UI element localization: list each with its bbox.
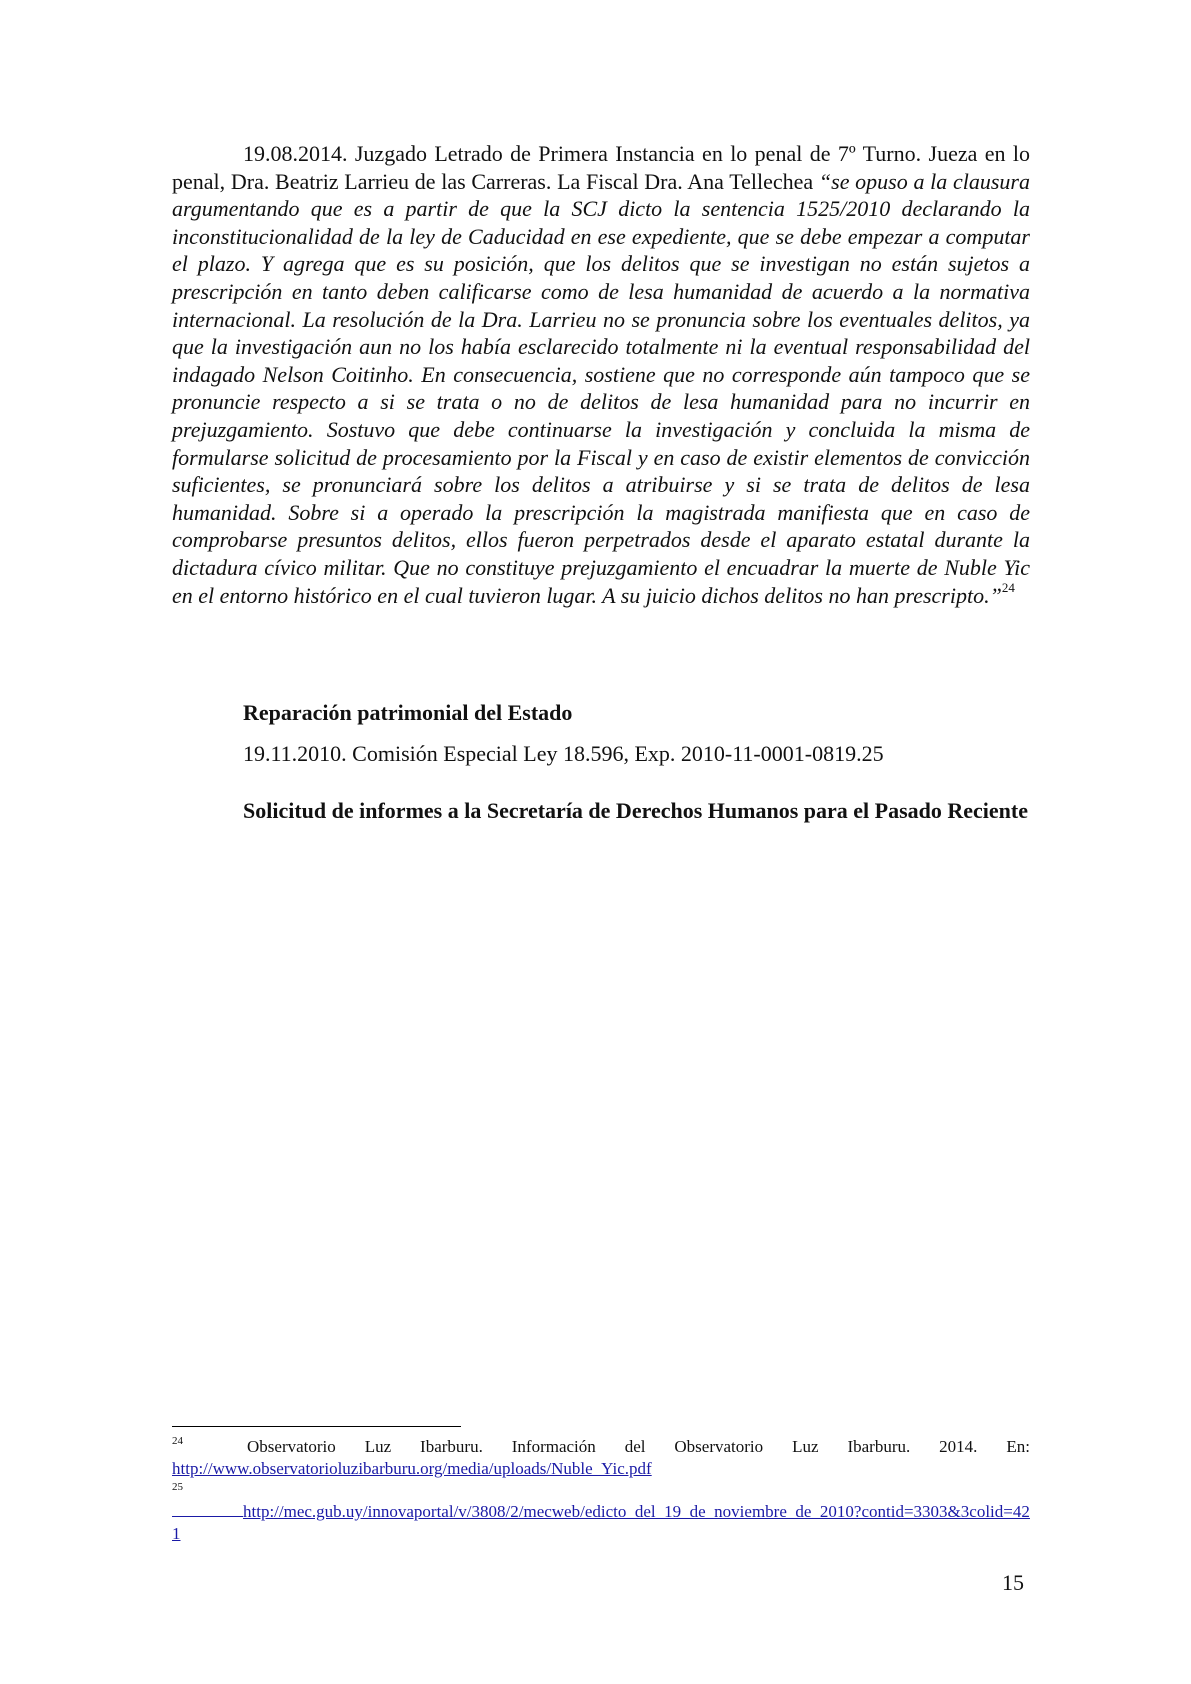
section-heading-text: Solicitud de informes a la Secretaría de Derechos Humanos para el Pasado Reciente	[243, 798, 1028, 823]
footnote-link[interactable]: http://www.observatorioluzibarburu.org/media/uploads/Nuble_Yic.pdf	[172, 1459, 652, 1478]
body-line: 19.11.2010. Comisión Especial Ley 18.596, Exp. 2010-11-0001-0819.25	[243, 741, 884, 766]
footnote-number: 24	[172, 1435, 183, 1447]
footnote-25	[172, 1482, 1030, 1545]
section-heading	[172, 797, 1030, 825]
body-paragraph	[172, 140, 1030, 609]
section-heading: Reparación patrimonial del Estado	[243, 700, 573, 725]
footnote-separator	[172, 1426, 461, 1427]
paragraph-text: 19.08.2014. Juzgado Letrado de Primera Instancia en lo penal de 7º Turno. Jueza en lo penal, Dra. Beatriz Larrieu de las Carreras. La Fiscal Dra. Ana Tellechea	[172, 141, 1030, 194]
footnote-link-wrapper	[172, 1501, 1030, 1545]
footnote-24	[172, 1436, 1030, 1480]
footnote-number: 25	[172, 1481, 183, 1493]
page-number: 15	[1002, 1570, 1024, 1595]
footnote-text: Observatorio Luz Ibarburu. Información del Observatorio Luz Ibarburu. 2014. En:	[247, 1437, 1030, 1456]
footnote-link[interactable]: http://mec.gub.uy/innovaportal/v/3808/2/mecweb/edicto_del_19_de_noviembre_de_2010?contid=3303&3colid=421	[172, 1502, 1030, 1543]
footnote-ref-24[interactable]: 24	[1001, 580, 1015, 596]
quoted-text: “se opuso a la clausura argumentando que es a partir de que la SCJ dicto la sentencia 1525/2010 declarando la inconstitucionalidad de la ley de Caducidad en ese expediente, que se debe empezar a computar el plazo. Y agrega que es su posición, que los delitos que se investigan no están sujetos a prescripción en tanto deben calificarse como de lesa humanidad de acuerdo a la normativa internacional. La resolución de la Dra. Larrieu no se pronuncia sobre los eventuales delitos, ya que la investigación aun no los había esclarecido totalmente ni la eventual responsabilidad del indagado Nelson Coitinho. En consecuencia, sostiene que no corresponde aún tampoco que se pronuncie respecto a si se trata o no de delitos de lesa humanidad para no incurrir en prejuzgamiento. Sostuvo que debe continuarse la investigación y concluida la misma de formularse solicitud de procesamiento por la Fiscal y en caso de existir elementos de convicción suficientes, se pronunciará sobre los delitos a atribuirse y si se trata de delitos de lesa humanidad. Sobre si a operado la prescripción la magistrada manifiesta que en caso de comprobarse presuntos delitos, ellos fueron perpetrados desde el aparato estatal durante la dictadura cívico militar. Que no constituye prejuzgamiento el encuadrar la muerte de Nuble Yic en el entorno histórico en el cual tuvieron lugar. A su juicio dichos delitos no han prescripto.”	[172, 168, 1030, 608]
